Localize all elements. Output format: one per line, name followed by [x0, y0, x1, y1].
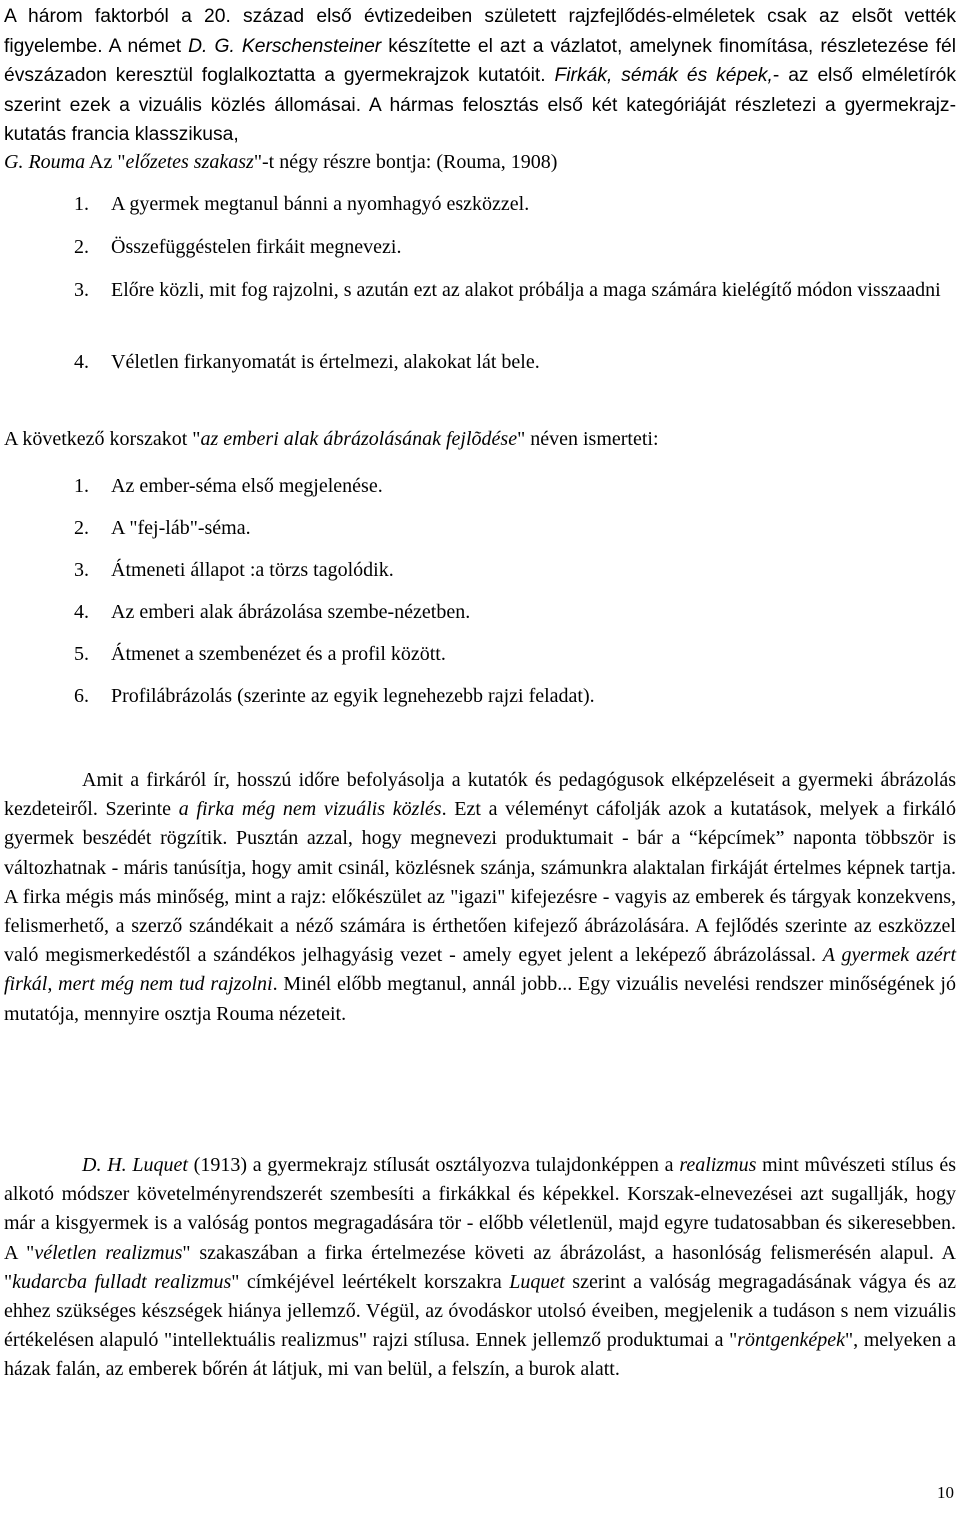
scribble-text-5: . Minél előbb megtanul, annál jobb... Egy vizuális nevelési rendszer minőségének jó mutatója, mennyire osztja Rouma nézeteit.: [4, 973, 956, 1025]
list-item: [4, 348, 956, 391]
luquet-author-name: D. H. Luquet: [82, 1154, 188, 1176]
list-item: [4, 514, 956, 556]
stages-list-2: [4, 472, 956, 724]
next-period-emphasis: az emberi alak ábrázolásának fejlõdése: [200, 428, 518, 450]
list-item-number: 6.: [74, 685, 89, 707]
list-item-text: Átmeneti állapot :a törzs tagolódik.: [111, 559, 394, 581]
rouma-emphasis: előzetes szakasz: [125, 151, 254, 173]
list-item: [4, 190, 956, 233]
luquet-name-inline: Luquet: [509, 1270, 565, 1293]
list-item-number: 3.: [74, 559, 89, 581]
list-item-number: 4.: [74, 601, 89, 623]
scribble-emphasis-1: a firka még nem vizuális közlés: [178, 798, 442, 821]
rouma-text-2: Az ": [85, 151, 126, 173]
intro-text-5: - az első elméletírók szerint ezek a vizuális közlés állomásai.: [4, 65, 956, 116]
intro-text-3: készítette el azt a vázlatot, amelynek finomítása, részletezése fél évszázadon keresztül foglalkoztatta a gyermekrajzok kutatóit.: [4, 35, 956, 87]
list-item-number: 1.: [74, 193, 89, 215]
scribble-emphasis-2: A gyermek azért firkál, mert még nem tud rajzolni: [4, 944, 956, 996]
luquet-emphasis-failed: kudarcba fulladt realizmus: [12, 1270, 232, 1293]
list-item-number: 5.: [74, 643, 89, 665]
luquet-text-2: (1913) a gyermekrajz stílusát osztályozva tulajdonképpen a: [187, 1154, 680, 1176]
luquet-text-10: szerint a valóság megragadásának vágya és az ehhez szükséges készségek hiánya jellemző. Végül, az óvodáskor utolsó éveiben, megjelenik a tudáson s nem vizuális értékelésen alapuló "intellektuális realizmus" rajzi stílusa. Ennek jellemző produktumai a ": [4, 1270, 956, 1352]
list-item-text: Véletlen firkanyomatát is értelmezi, alakokat lát bele.: [111, 351, 540, 373]
next-period-paragraph: [4, 425, 956, 454]
scribble-paragraph: [4, 766, 956, 1029]
list-item-text: A gyermek megtanul bánni a nyomhagyó eszközzel.: [111, 193, 530, 215]
list-item-text: Az emberi alak ábrázolása szembe-nézetben.: [111, 601, 471, 623]
list-item-number: 3.: [74, 279, 89, 301]
luquet-paragraph: [4, 1151, 956, 1385]
intro-text-6: A hármas felosztás első két kategóriáját részletezi a gyermekrajz-kutatás francia klasszikusa,: [4, 94, 956, 146]
intro-emphasis: Firkák, sémák és képek,: [554, 65, 773, 87]
luquet-emphasis-xray: röntgenképek: [737, 1329, 845, 1352]
list-item-text: A "fej-láb"-séma.: [111, 517, 251, 539]
intro-author-name: D. G. Kerschensteiner: [188, 35, 382, 57]
scribble-text-3: . Ezt a véleményt cáfolják azok a kutatások, melyek a firkáló gyermek beszédét rögzítik. Pusztán azzal, hogy megnevezi produktumait - bár a “képcímek” naponta többször is változhatnak - máris tanúsítja, hogy amit csinál, közlésnek szánja, számunkra alaktalan firkáját értelmes képnek tartja. A firka mégis más minőség, mint a rajz: előkészület az "igazi" kifejezésre - vagyis az emberek és tárgyak konzekvens, felismerhető, a szerző szándékait a néző számára is érthetően kifejező ábrázolására. A fejlődés szerinte az eszközzel való megismerkedéstől a szándékos jelhagyásig vezet - amely egyet jelent a leképező ábrázolással.: [4, 798, 956, 967]
stages-list-1: [4, 190, 956, 391]
luquet-text-8: " címkéjével leértékelt korszakra: [231, 1270, 510, 1293]
list-item-text: Az ember-séma első megjelenése.: [111, 475, 383, 497]
intro-text-1: A három faktorból a 20. század első évtizedeiben született rajzfejlődés-elméletek csak az elsõt vették figyelembe. A német: [4, 6, 956, 57]
luquet-text-4: mint mûvészeti stílus és alkotó módszer követelményrendszerét szembesíti a firkákkal és képekkel. Korszak-elnevezései azt sugallják, hogy már a kisgyermek is a valóság pontos megragadására tör - előbb véletlenül, majd egyre tudatosabban és sikeresebben. A ": [4, 1154, 956, 1264]
list-item: [4, 472, 956, 514]
list-item-text: Összefüggéstelen firkáit megnevezi.: [111, 236, 402, 258]
luquet-text-6: " szakaszában a firka értelmezése követi az ábrázolást, a hasonlóság felismerésén alapul. A ": [4, 1241, 956, 1293]
list-item-text: Profilábrázolás (szerinte az egyik legnehezebb rajzi feladat).: [111, 685, 595, 707]
list-item: [4, 598, 956, 640]
next-period-text-3: " néven ismerteti:: [517, 428, 659, 450]
page-number: 10: [937, 1483, 954, 1502]
rouma-paragraph: [4, 148, 956, 177]
list-item: [4, 640, 956, 682]
list-item: [4, 233, 956, 276]
list-item-text: Átmenet a szembenézet és a profil között.: [111, 643, 446, 665]
next-period-text-1: A következő korszakot ": [4, 428, 201, 450]
list-item: [4, 682, 956, 724]
list-item-number: 2.: [74, 236, 89, 258]
scribble-text-1: Amit a firkáról ír, hosszú időre befolyásolja a kutatók és pedagógusok elképzeléseit a gyermeki ábrázolás kezdeteiről. Szerinte: [4, 769, 956, 821]
list-item-text: Előre közli, mit fog rajzolni, s azután ezt az alakot próbálja a maga számára kielégítő módon visszaadni: [111, 279, 941, 301]
list-item: [4, 276, 956, 348]
luquet-emphasis-accidental: véletlen realizmus: [34, 1241, 183, 1264]
luquet-text-12: ", melyeken a házak falán, az emberek bőrén át látjuk, mi van belül, a felszín, a burok alatt.: [4, 1329, 956, 1381]
list-item: [4, 556, 956, 598]
rouma-text-4: "-t négy részre bontja: (Rouma, 1908): [253, 151, 558, 173]
intro-paragraph: [4, 2, 956, 150]
list-item-number: 4.: [74, 351, 89, 373]
luquet-emphasis-realism: realizmus: [679, 1154, 757, 1176]
list-item-number: 2.: [74, 517, 89, 539]
list-item-number: 1.: [74, 475, 89, 497]
rouma-author-name: G. Rouma: [4, 151, 86, 173]
